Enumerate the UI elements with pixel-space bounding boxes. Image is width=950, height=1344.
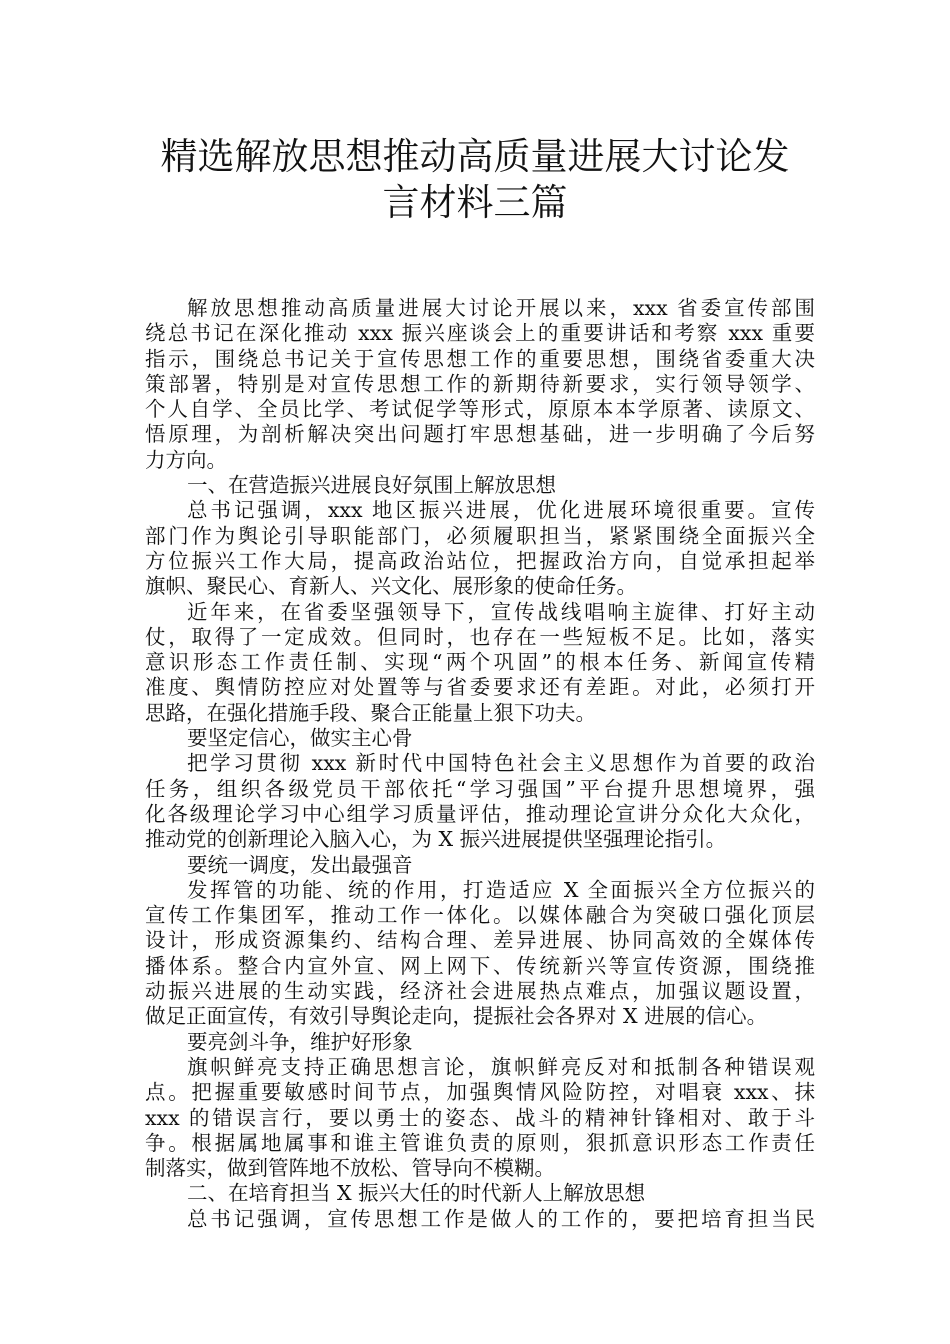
body-line: 播体系。整合内宣外宣、网上网下、传统新兴等宣传资源，围绕推 <box>145 953 815 978</box>
body-line: 悟原理，为剖析解决突出问题打牢思想基础，进一步明确了今后努 <box>145 422 815 447</box>
body-line: 方位振兴工作大局，提高政治站位，把握政治方向，自觉承担起举 <box>145 548 815 573</box>
subsection-heading: 要坚定信心，做实主心骨 <box>187 726 413 751</box>
body-line: 旗帜、聚民心、育新人、兴文化、展形象的使命任务。 <box>145 574 637 599</box>
body-line: 策部署，特别是对宣传思想工作的新期待新要求，实行领导领学、 <box>145 371 815 396</box>
body-line: 仗，取得了一定成效。但同时，也存在一些短板不足。比如，落实 <box>145 624 815 649</box>
body-line: 总书记强调，宣传思想工作是做人的工作的，要把培育担当民 <box>187 1206 815 1231</box>
body-line: 部门作为舆论引导职能部门，必须履职担当，紧紧围绕全面振兴全 <box>145 523 815 548</box>
body-line: 旗帜鲜亮支持正确思想言论，旗帜鲜亮反对和抵制各种错误观 <box>187 1054 815 1079</box>
body-line: 思路，在强化措施手段、聚合正能量上狠下功夫。 <box>145 700 596 725</box>
body-line: 个人自学、全员比学、考试促学等形式，原原本本学原著、读原文、 <box>145 397 815 422</box>
body-line: 总书记强调，xxx 地区振兴进展，优化进展环境很重要。宣传 <box>187 498 815 523</box>
body-line: 近年来，在省委坚强领导下，宣传战线唱响主旋律、打好主动 <box>187 599 815 624</box>
body-line: 设计，形成资源集约、结构合理、差异进展、协同高效的全媒体传 <box>145 928 815 953</box>
subsection-heading: 要亮剑斗争，维护好形象 <box>187 1029 413 1054</box>
document-title-line-2: 言材料三篇 <box>382 181 568 224</box>
body-line: 发挥管的功能、统的作用，打造适应 X 全面振兴全方位振兴的 <box>187 877 815 902</box>
body-line: 争。根据属地属事和谁主管谁负责的原则，狠抓意识形态工作责任 <box>145 1130 815 1155</box>
body-line: 点。把握重要敏感时间节点，加强舆情风险防控，对唱衰 xxx、抹 <box>145 1080 815 1105</box>
body-line: 准度、舆情防控应对处置等与省委要求还有差距。对此，必须打开 <box>145 675 815 700</box>
document-title-line-1: 精选解放思想推动高质量进展大讨论发 <box>160 135 790 178</box>
section-heading: 一、在营造振兴进展良好氛围上解放思想 <box>187 473 556 498</box>
body-line: 任务，组织各级党员干部依托“学习强国”平台提升思想境界，强 <box>145 776 815 801</box>
body-line: 指示，围绕总书记关于宣传思想工作的重要思想，围绕省委重大决 <box>145 346 815 371</box>
body-line: 动振兴进展的生动实践，经济社会进展热点难点，加强议题设置， <box>145 979 815 1004</box>
body-line: 宣传工作集团军，推动工作一体化。以媒体融合为突破口强化顶层 <box>145 903 815 928</box>
body-line: 做足正面宣传，有效引导舆论走向，提振社会各界对 X 进展的信心。 <box>145 1004 768 1029</box>
body-line: 推动党的创新理论入脑入心，为 X 振兴进展提供坚强理论指引。 <box>145 827 727 852</box>
body-line: 绕总书记在深化推动 xxx 振兴座谈会上的重要讲话和考察 xxx 重要 <box>145 321 815 346</box>
body-line: xxx 的错误言行，要以勇士的姿态、战斗的精神针锋相对、敢于斗 <box>145 1105 815 1130</box>
body-line: 把学习贯彻 xxx 新时代中国特色社会主义思想作为首要的政治 <box>187 751 815 776</box>
body-line: 力方向。 <box>145 447 227 472</box>
document-body <box>145 296 815 1232</box>
body-line: 解放思想推动高质量进展大讨论开展以来，xxx 省委宣传部围 <box>187 296 815 320</box>
body-line: 制落实，做到管阵地不放松、管导向不模糊。 <box>145 1156 555 1181</box>
section-heading: 二、在培育担当 X 振兴大任的时代新人上解放思想 <box>187 1181 646 1206</box>
body-line: 化各级理论学习中心组学习质量评估，推动理论宣讲分众化大众化， <box>145 801 815 826</box>
subsection-heading: 要统一调度，发出最强音 <box>187 852 413 877</box>
body-line: 意识形态工作责任制、实现“两个巩固”的根本任务、新闻宣传精 <box>145 650 815 675</box>
